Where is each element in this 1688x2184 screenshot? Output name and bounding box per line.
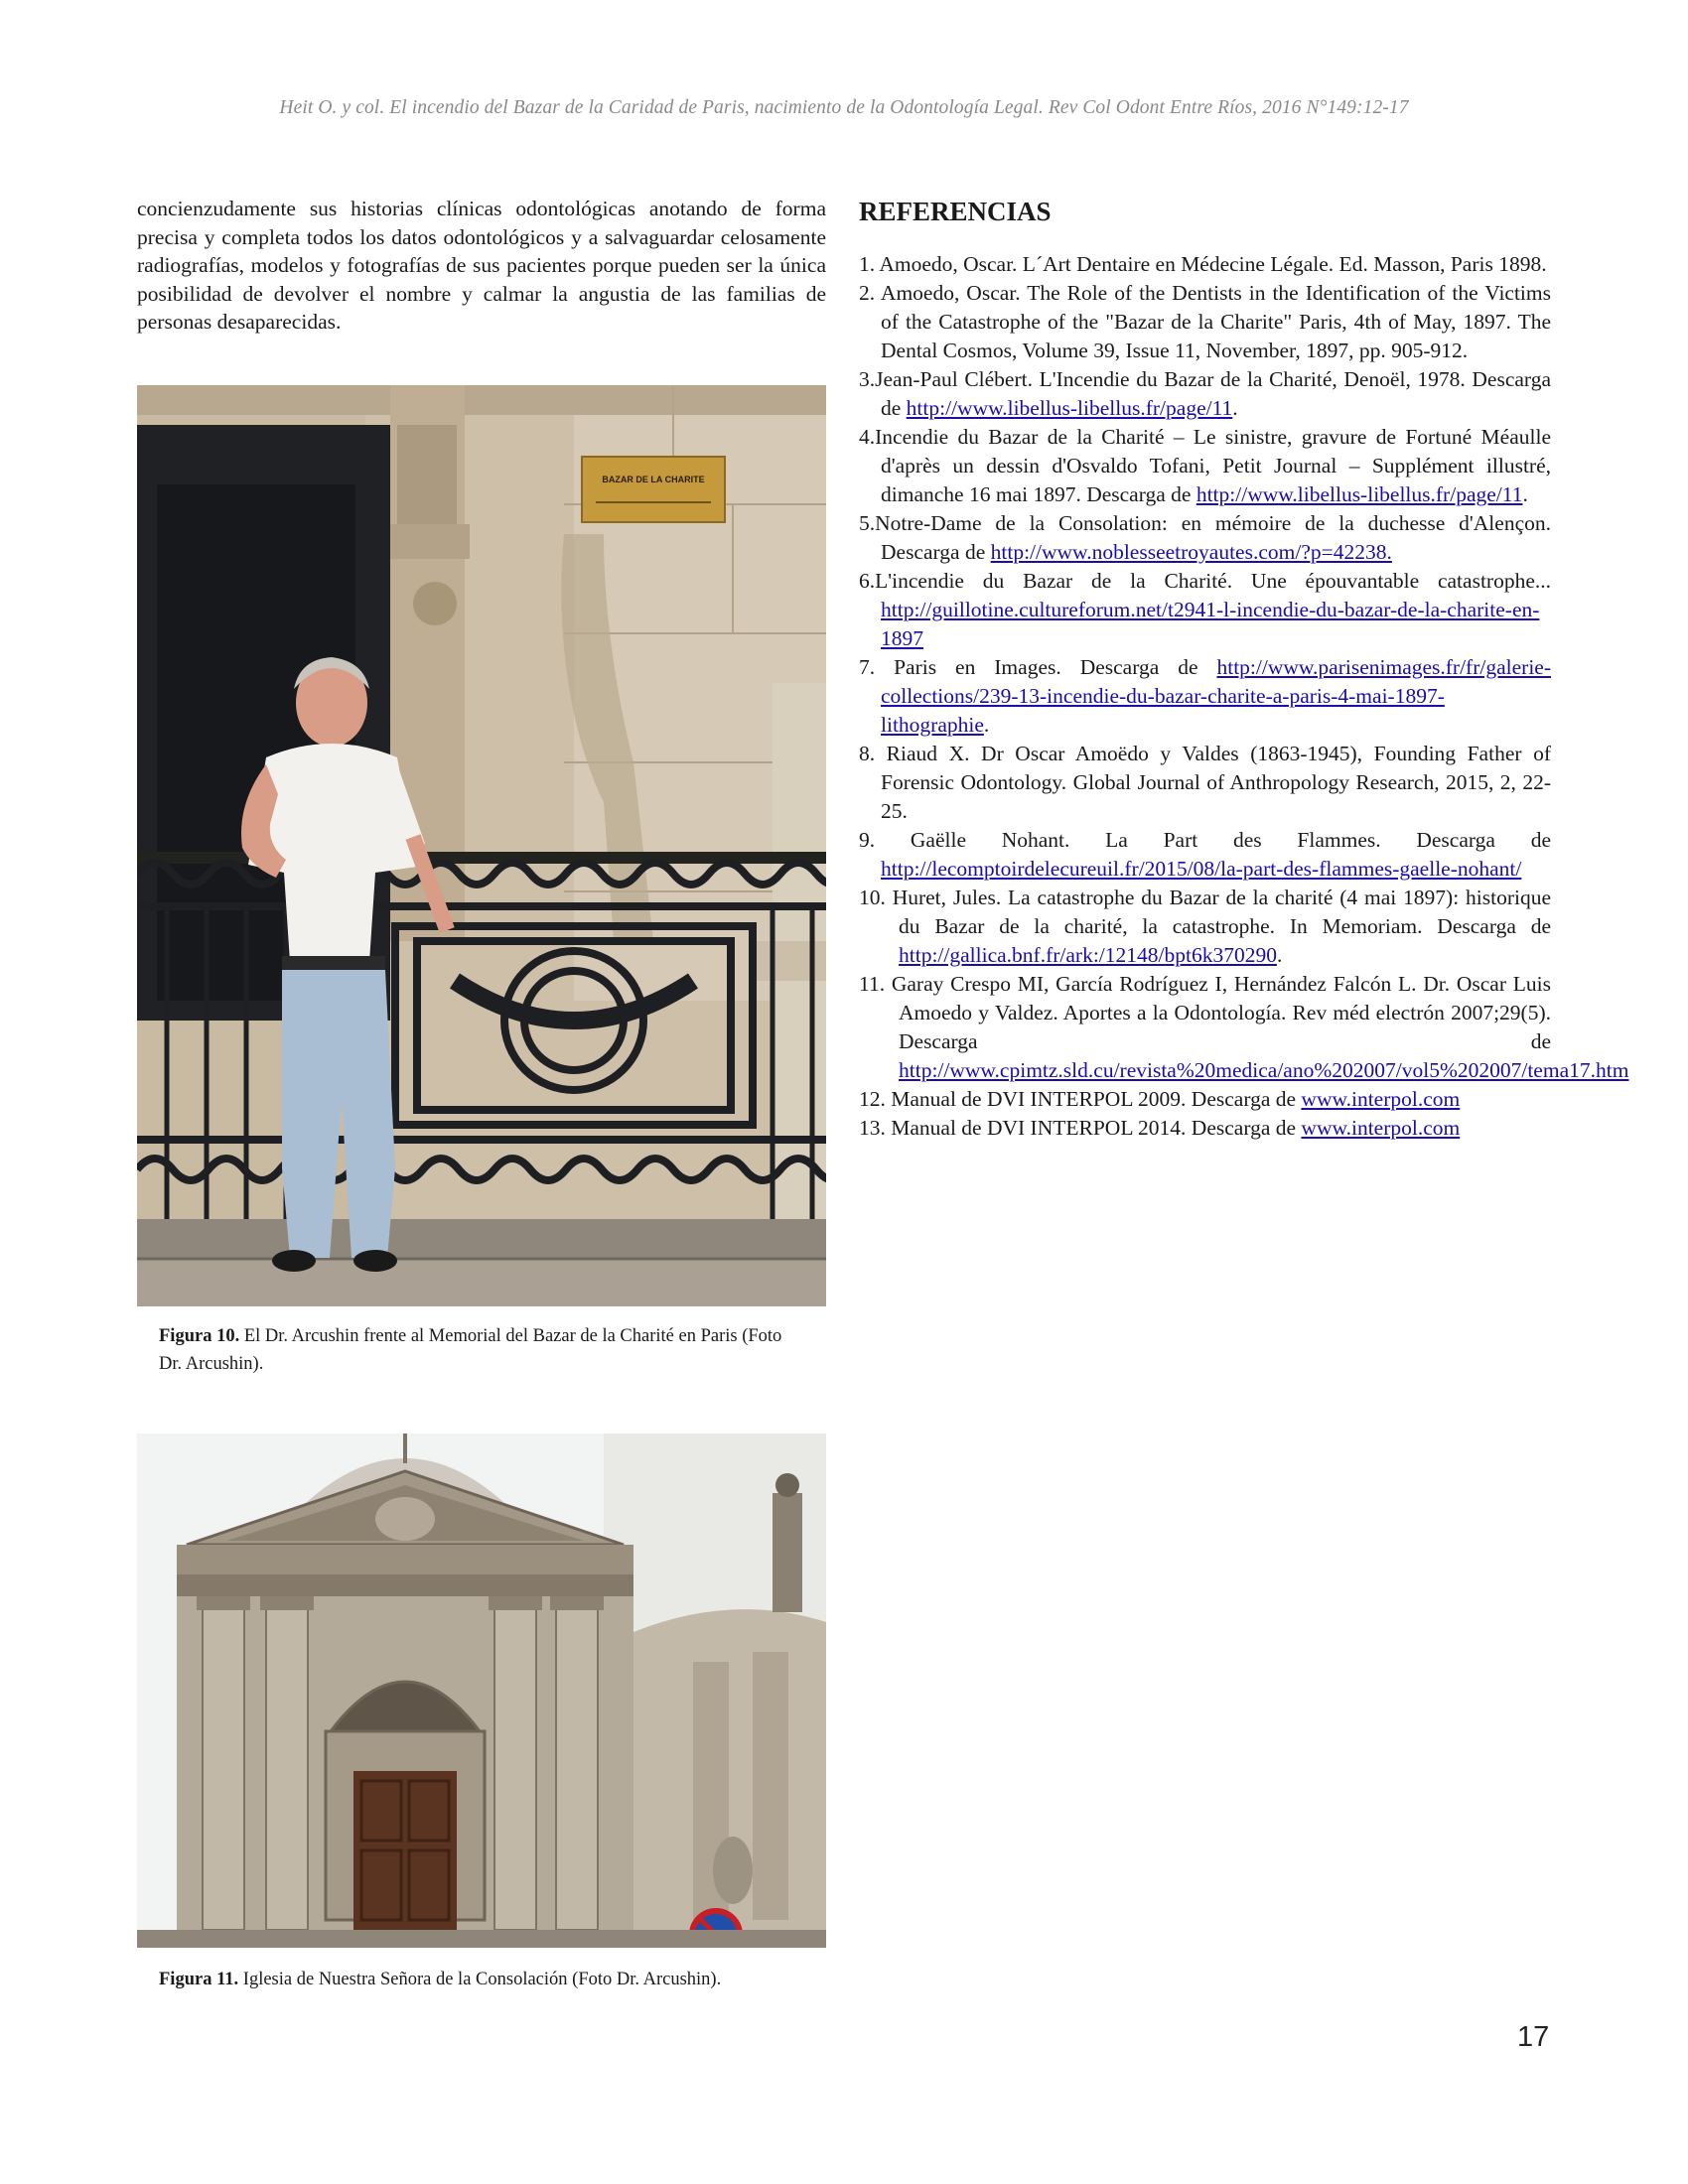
figure-11-photo — [137, 1433, 826, 1948]
reference-number: 2. — [859, 281, 876, 305]
reference-item — [859, 279, 1551, 365]
plaque-text: BAZAR DE LA CHARITE — [602, 475, 705, 484]
reference-link[interactable]: http://www.cpimtz.sld.cu/revista%20medica/ano%202007/vol5%202007/tema17.htm — [899, 1058, 1629, 1082]
reference-item — [859, 826, 1551, 884]
reference-text: Amoedo, Oscar. L´Art Dentaire en Médecine Légale. Ed. Masson, Paris 1898. — [875, 252, 1547, 276]
reference-link[interactable]: www.interpol.com — [1301, 1116, 1461, 1140]
reference-link[interactable]: http://www.libellus-libellus.fr/page/11 — [1196, 482, 1523, 506]
reference-item — [859, 970, 1629, 1085]
reference-text: Garay Crespo MI, García Rodríguez I, Hernández Falcón L. Dr. Oscar Luis Amoedo y Valdez. Aportes a la Odontología. Rev méd electrón 2007;29(5). Descarga de — [885, 972, 1551, 1053]
reference-item — [859, 567, 1551, 653]
body-paragraph: concienzudamente sus historias clínicas odontológicas anotando de forma precisa y completa todos los datos odontológicos y a salvaguardar celosamente radiografías, modelos y fotografías de sus pacientes porque pueden ser la única posibilidad de devolver el nombre y calmar la angustia de las familias de personas desaparecidas. — [137, 197, 826, 335]
reference-item — [859, 1085, 1551, 1114]
reference-text: Riaud X. Dr Oscar Amoëdo y Valdes (1863-1945), Founding Father of Forensic Odontology. Global Journal of Anthropology Research, 2015, 2, 22-25. — [875, 742, 1551, 823]
reference-item — [859, 740, 1551, 826]
figure-11-caption-text: Iglesia de Nuestra Señora de la Consolación (Foto Dr. Arcushin). — [238, 1970, 722, 1989]
reference-text: Amoedo, Oscar. The Role of the Dentists in the Identification of the Victims of the Catastrophe of the "Bazar de la Charite" Paris, 4th of May, 1897. The Dental Cosmos, Volume 39, Issue 11, November, 1897, pp. 905-912. — [875, 281, 1551, 362]
reference-text: L'incendie du Bazar de la Charité. Une épouvantable catastrophe... — [875, 569, 1551, 593]
reference-text: Jean-Paul Clébert. L'Incendie du Bazar de la Charité, Denoël, 1978. Descarga de — [875, 367, 1551, 420]
reference-link[interactable]: http://guillotine.cultureforum.net/t2941-l-incendie-du-bazar-de-la-charite-en-1897 — [881, 598, 1540, 650]
figure-11-caption-label: Figura 11. — [159, 1970, 239, 1989]
reference-link[interactable]: http://www.libellus-libellus.fr/page/11 — [906, 396, 1233, 420]
figure-11-caption — [159, 1966, 794, 1993]
reference-link[interactable]: http://lecomptoirdelecureuil.fr/2015/08/la-part-des-flammes-gaelle-nohant/ — [881, 857, 1522, 881]
reference-link[interactable]: www.interpol.com — [1301, 1087, 1461, 1111]
reference-item — [859, 509, 1551, 567]
reference-number: 6. — [859, 569, 876, 593]
reference-link[interactable]: http://www.noblesseetroyautes.com/?p=42238. — [990, 540, 1392, 564]
reference-item — [859, 1114, 1551, 1143]
figure-10-caption-text: El Dr. Arcushin frente al Memorial del Bazar de la Charité en Paris (Foto Dr. Arcushin). — [159, 1326, 782, 1374]
reference-number: 11. — [859, 972, 886, 996]
reference-number: 12. — [859, 1087, 886, 1111]
reference-suffix: . — [1232, 396, 1238, 420]
references-section — [859, 195, 1629, 1143]
references-list — [859, 250, 1629, 1143]
page-number: 17 — [1517, 2021, 1550, 2053]
reference-number: 13. — [859, 1116, 886, 1140]
reference-text: Huret, Jules. La catastrophe du Bazar de la charité (4 mai 1897): historique du Bazar de la charité, la catastrophe. In Memoriam. Descarga de — [885, 886, 1551, 938]
reference-number: 4. — [859, 425, 876, 449]
references-title: REFERENCIAS — [859, 197, 1052, 226]
figure-10-photo — [137, 385, 826, 1306]
reference-link[interactable]: http://gallica.bnf.fr/ark:/12148/bpt6k370290 — [899, 943, 1277, 967]
figure-10 — [137, 385, 826, 1388]
reference-text: Manual de DVI INTERPOL 2009. Descarga de — [885, 1087, 1302, 1111]
figure-10-caption-label: Figura 10. — [159, 1326, 240, 1346]
reference-number: 5. — [859, 511, 876, 535]
reference-number: 7. — [859, 655, 876, 679]
reference-text: Paris en Images. Descarga de — [875, 655, 1217, 679]
reference-item — [859, 250, 1551, 279]
running-header: Heit O. y col. El incendio del Bazar de la Caridad de Paris, nacimiento de la Odontología Legal. Rev Col Odont Entre Ríos, 2016 N°149:12-17 — [279, 97, 1409, 118]
reference-item — [859, 365, 1551, 423]
reference-suffix: . — [1522, 482, 1528, 506]
reference-item — [859, 423, 1551, 509]
reference-text: Gaëlle Nohant. La Part des Flammes. Descarga de — [875, 828, 1551, 852]
reference-suffix: . — [983, 713, 990, 737]
reference-suffix: . — [1276, 943, 1283, 967]
left-column — [137, 195, 826, 337]
reference-number: 8. — [859, 742, 876, 765]
reference-number: 3. — [859, 367, 876, 391]
figure-11 — [137, 1433, 826, 2023]
reference-text: Notre-Dame de la Consolation: en mémoire de la duchesse d'Alençon. Descarga de — [875, 511, 1551, 564]
reference-number: 1. — [859, 252, 876, 276]
reference-item — [859, 884, 1551, 970]
reference-text: Manual de DVI INTERPOL 2014. Descarga de — [885, 1116, 1302, 1140]
reference-item — [859, 653, 1551, 740]
figure-10-caption — [159, 1322, 794, 1378]
reference-number: 9. — [859, 828, 876, 852]
reference-link[interactable]: http://www.parisenimages.fr/fr/galerie-collections/239-13-incendie-du-bazar-charite-a-paris-4-mai-1897-lithographie — [881, 655, 1551, 737]
reference-text: Incendie du Bazar de la Charité – Le sinistre, gravure de Fortuné Méaulle d'après un dessin d'Osvaldo Tofani, Petit Journal – Supplément illustré, dimanche 16 mai 1897. Descarga de — [875, 425, 1551, 506]
reference-number: 10. — [859, 886, 886, 909]
